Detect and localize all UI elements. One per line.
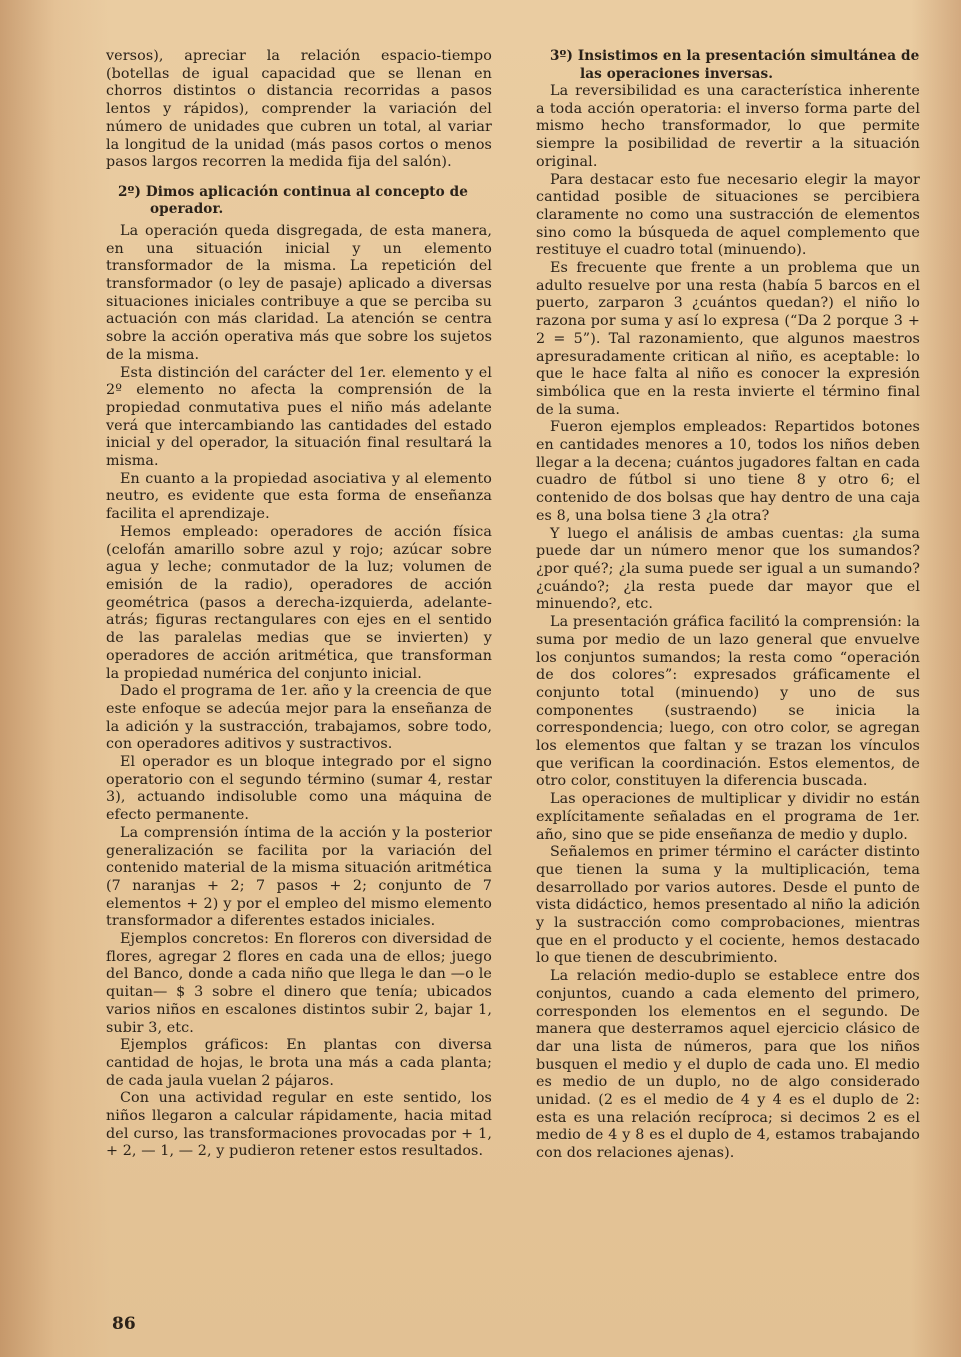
paragraph: El operador es un bloque integrado por el signo operatorio con el segundo término (sumar 4, restar 3), actuando indisoluble como una máquina de efecto permanente. xyxy=(106,754,492,824)
paragraph: La operación queda disgregada, de esta manera, en una situación inicial y un elemento transformador de la misma. La repetición del transformador (o ley de pasaje) aplicado a diversas situaciones iniciales contribuye a que se perciba su actuación con más claridad. La atención se centra sobre la acción operativa más que sobre los sujetos de la misma. xyxy=(106,222,492,363)
section-heading-inverse-operations: 3º) Insistimos en la presentación simultánea de las operaciones inversas. xyxy=(550,48,920,82)
page-number: 86 xyxy=(112,1314,136,1334)
paragraph: versos), apreciar la relación espacio-tiempo (botellas de igual capacidad que se llenan en chorros distintos o distancia recorridas a pasos lentos y rápidos), comprender la variación del número de unidades que cubren un total, al variar la longitud de la unidad (más pasos cortos o menos pasos largos recorren la medida fija del salón). xyxy=(106,48,492,171)
left-column xyxy=(106,48,492,1161)
paragraph: Esta distinción del carácter del 1er. elemento y el 2º elemento no afecta la comprensión de la propiedad conmutativa pues el niño más adelante verá que intercambiando las cantidades del estado inicial y del operador, la situación final resultará la misma. xyxy=(106,364,492,470)
paragraph: Para destacar esto fue necesario elegir la mayor cantidad posible de situaciones se percibiera claramente no como una sustracción de elementos sino como la búsqueda de aquel complemento que restituye el cuadro total (minuendo). xyxy=(536,171,920,259)
paragraph: En cuanto a la propiedad asociativa y al elemento neutro, es evidente que esta forma de enseñanza facilita el aprendizaje. xyxy=(106,470,492,523)
section-heading-operator: 2º) Dimos aplicación continua al concepto de operador. xyxy=(118,183,469,218)
paragraph: Fueron ejemplos empleados: Repartidos botones en cantidades menores a 10, todos los niños deben llegar a la decena; cuántos jugadores faltan en cada cuadro de fútbol si uno tiene 8 y otro 6; el contenido de dos bolsas que hay dentro de una caja es 8, una bolsa tiene 3 ¿la otra? xyxy=(536,419,921,524)
paragraph: La comprensión íntima de la acción y la posterior generalización se facilita por la variación del contenido material de la misma situación aritmética (7 naranjas + 2; 7 pasos + 2; conjunto de 7 elementos + 2) y por el empleo del mismo elemento transformador a diferentes estados iniciales. xyxy=(106,824,492,930)
paragraph: Y luego el análisis de ambas cuentas: ¿la suma puede dar un número menor que los sumandos? ¿por qué?; ¿la suma puede ser igual a un sumando? ¿cuándo?; ¿la resta puede dar mayor que el minuendo?, etc. xyxy=(536,525,920,613)
paragraph: Ejemplos gráficos: En plantas con diversa cantidad de hojas, le brota una más a cada planta; de cada jaula vuelan 2 pájaros. xyxy=(106,1037,492,1089)
right-column xyxy=(536,48,920,1163)
paragraph: La presentación gráfica facilitó la comprensión: la suma por medio de un lazo general que envuelve los conjuntos sumandos; la resta como “operación de dos colores”: expresados gráficamente el conjunto total (minuendo) y uno de sus componentes (sustraendo) se inicia la correspondencia; luego, con otro color, se agregan los elementos que faltan y se trazan los vínculos que verifican la coordinación. Estos elementos, de otro color, constituyen la diferencia buscada. xyxy=(536,614,920,790)
paragraph: Con una actividad regular en este sentido, los niños llegaron a calcular rápidamente, hacia mitad del curso, las transformaciones provocadas por + 1, + 2, — 1, — 2, y pudieron retener estos resultados. xyxy=(106,1090,492,1160)
paragraph: Ejemplos concretos: En floreros con diversidad de flores, agregar 2 flores en cada una de ellos; juego del Banco, donde a cada niño que llega le dan —o le quitan— $ 3 sobre el dinero que tenía; ubicados varios niños en escalones distintos subir 2, bajar 1, subir 3, etc. xyxy=(106,931,492,1036)
paragraph: La relación medio-duplo se establece entre dos conjuntos, cuando a cada elemento del primero, corresponden los elementos en el segundo. De manera que desterramos aquel ejercicio clásico de dar una lista de números, para que los niños busquen el medio y el duplo de cada uno. El medio es medio de un duplo, no de algo considerado unidad. (2 es el medio de 4 y 4 es el duplo de 2: esta es una relación recíproca; si decimos 2 es el medio de 4 y 8 es el duplo de 4, estamos trabajando con dos relaciones ajenas). xyxy=(536,968,920,1162)
paragraph: La reversibilidad es una característica inherente a toda acción operatoria: el inverso forma parte del mismo hecho transformador, lo que permite siempre la posibilidad de revertir a la situación original. xyxy=(536,83,920,170)
paragraph: Dado el programa de 1er. año y la creencia de que este enfoque se adecúa mejor para la enseñanza de la adición y la sustracción, trabajamos, sobre todo, con operadores aditivos y sustractivos. xyxy=(106,683,492,753)
paragraph: Hemos empleado: operadores de acción física (celofán amarillo sobre azul y rojo; azúcar sobre agua y leche; conmutador de la luz; volumen de emisión de la radio), operadores de acción geométrica (pasos a derecha-izquierda, adelante-atrás; figuras rectangulares con ejes en el sentido de las paralelas medias que se invierten) y operadores de acción aritmética, que transforman la propiedad numérica del conjunto inicial. xyxy=(106,523,492,682)
paragraph: Las operaciones de multiplicar y dividir no están explícitamente señaladas en el programa de 1er. año, sino que se pide enseñanza de medio y duplo. xyxy=(536,791,920,843)
paragraph: Es frecuente que frente a un problema que un adulto resuelve por una resta (había 5 barcos en el puerto, zarparon 3 ¿cuántos quedan?) el niño lo razona por suma y así lo expresa (“Da 2 porque 3 + 2 = 5”). Tal razonamiento, que algunos maestros apresuradamente critican al niño, es aceptable: lo que le hace falta al niño es conocer la expresión simbólica que en la resta invierte el término final de la suma. xyxy=(536,260,920,418)
paragraph: Señalemos en primer término el carácter distinto que tienen la suma y la multiplicación, tema desarrollado por varios autores. Desde el punto de vista didáctico, hemos presentado al niño la adición y la sustracción como comprobaciones, mientras que en el producto y el cociente, hemos destacado lo que tienen de descubrimiento. xyxy=(536,844,920,967)
